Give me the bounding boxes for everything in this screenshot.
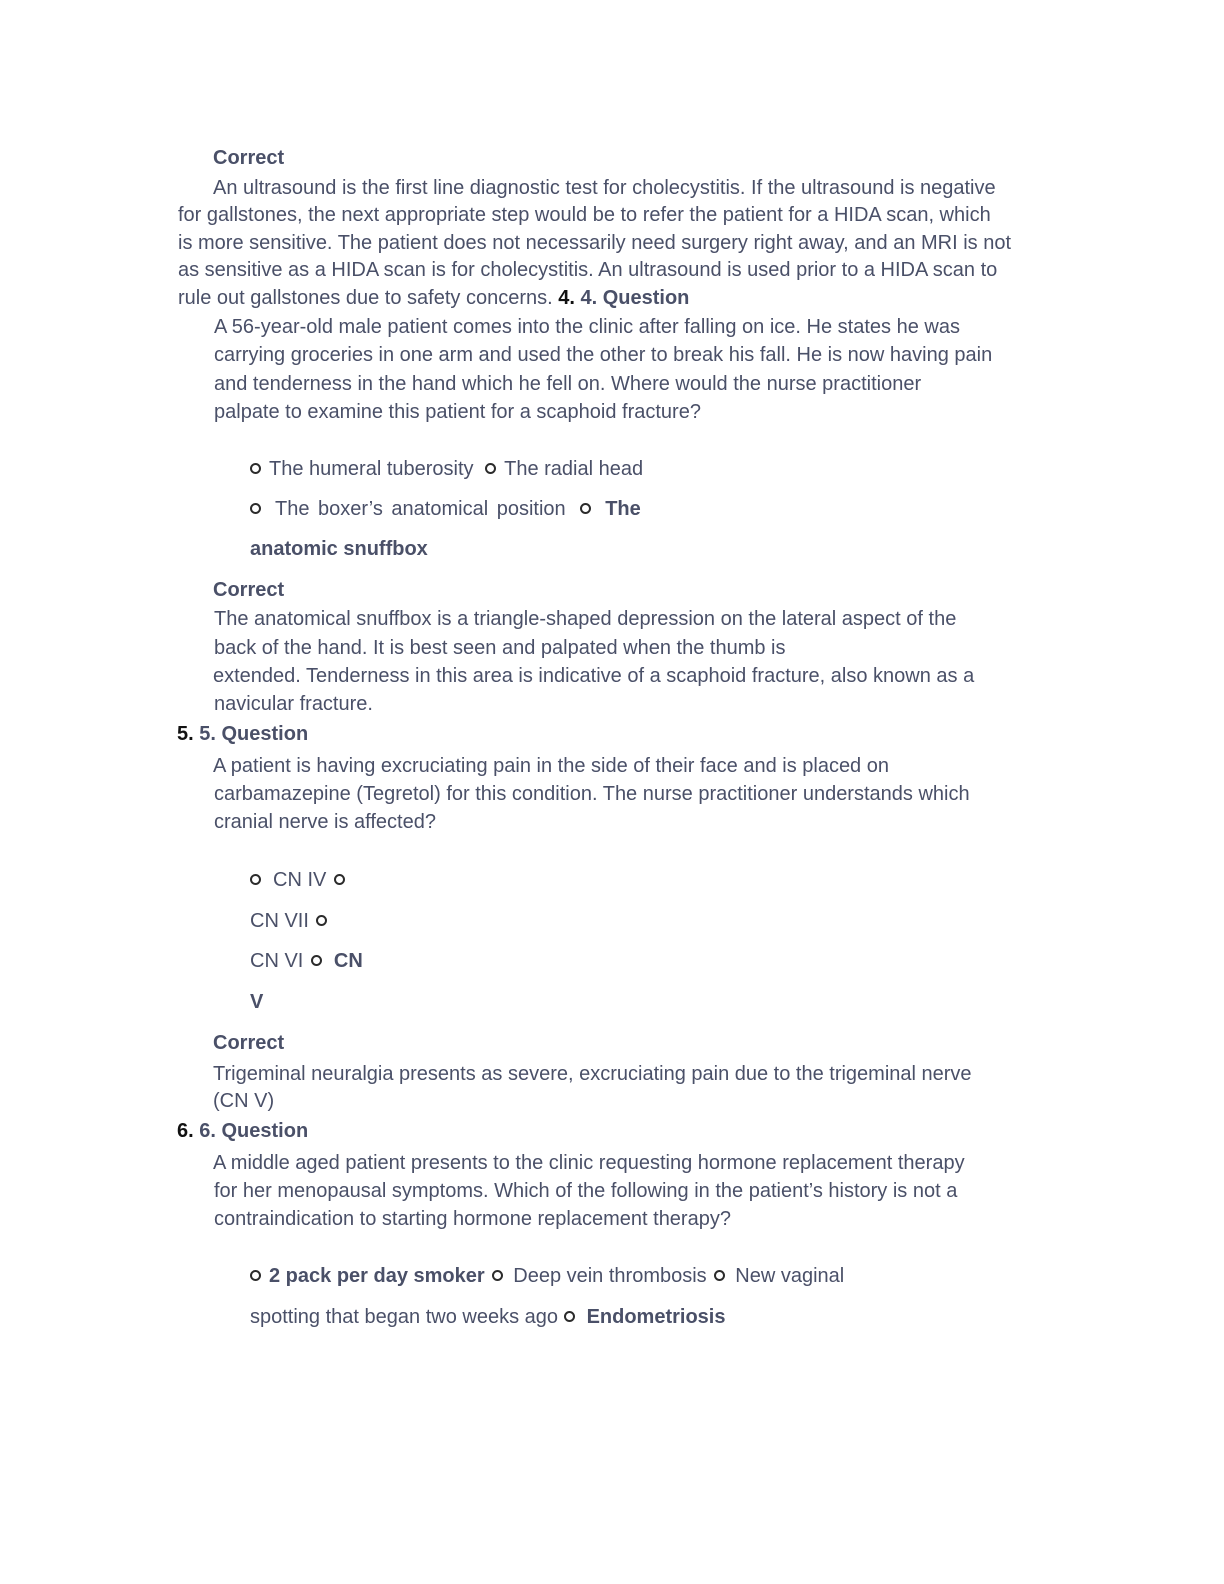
question-text: for her menopausal symptoms. Which of the following in the patient’s history is not a xyxy=(214,1180,958,1202)
option-label[interactable]: CN VII xyxy=(250,910,309,932)
explanation-line: Trigeminal neuralgia presents as severe, excruciating pain due to the trigeminal nerve xyxy=(213,1063,972,1085)
explanation-line: is more sensitive. The patient does not necessarily need surgery right away, and an MRI is not xyxy=(178,232,1012,254)
radio-bullet-icon[interactable] xyxy=(316,915,327,926)
radio-bullet-icon[interactable] xyxy=(714,1270,725,1281)
explanation-text: rule out gallstones due to safety concerns. xyxy=(178,287,553,309)
option-row xyxy=(250,1262,844,1290)
correct-label: Correct xyxy=(213,147,285,169)
question-title: 5. Question xyxy=(199,723,309,745)
option-row xyxy=(250,947,363,975)
option-label-correct[interactable]: The xyxy=(605,498,641,520)
question-text: cranial nerve is affected? xyxy=(214,811,436,833)
option-label[interactable]: CN VI xyxy=(250,950,304,972)
question-text: A patient is having excruciating pain in the side of their face and is placed on xyxy=(213,755,889,777)
question-text: carbamazepine (Tegretol) for this condition. The nurse practitioner understands which xyxy=(214,783,970,805)
option-label[interactable]: The boxer’s anatomical position xyxy=(275,498,566,520)
explanation-line: for gallstones, the next appropriate step would be to refer the patient for a HIDA scan, which xyxy=(178,204,991,226)
question-title: 6. Question xyxy=(199,1120,309,1142)
correct-label: Correct xyxy=(213,1032,285,1054)
option-label[interactable]: The humeral tuberosity xyxy=(269,458,474,480)
radio-bullet-icon[interactable] xyxy=(492,1270,503,1281)
radio-bullet-icon[interactable] xyxy=(334,874,345,885)
question-heading xyxy=(177,1117,308,1145)
radio-bullet-icon[interactable] xyxy=(250,874,261,885)
explanation-line: as sensitive as a HIDA scan is for cholecystitis. An ultrasound is used prior to a HIDA scan to xyxy=(178,259,998,281)
radio-bullet-icon[interactable] xyxy=(250,503,261,514)
option-row xyxy=(250,907,335,935)
option-label-correct[interactable]: CN xyxy=(333,950,363,972)
explanation-line: An ultrasound is the first line diagnostic test for cholecystitis. If the ultrasound is negative xyxy=(213,177,996,199)
question-text: A 56-year-old male patient comes into the clinic after falling on ice. He states he was xyxy=(214,316,960,338)
option-label[interactable]: Deep vein thrombosis xyxy=(513,1265,707,1287)
explanation-line: The anatomical snuffbox is a triangle-shaped depression on the lateral aspect of the xyxy=(214,608,957,630)
option-row xyxy=(250,1303,725,1331)
radio-bullet-icon[interactable] xyxy=(250,1270,261,1281)
question-number: 5. xyxy=(177,723,194,745)
correct-label: Correct xyxy=(213,579,285,601)
option-label[interactable]: The radial head xyxy=(504,458,644,480)
question-text: and tenderness in the hand which he fell on. Where would the nurse practitioner xyxy=(214,373,922,395)
question-text: palpate to examine this patient for a scaphoid fracture? xyxy=(214,401,701,423)
radio-bullet-icon[interactable] xyxy=(485,463,496,474)
radio-bullet-icon[interactable] xyxy=(580,503,591,514)
option-label[interactable]: spotting that began two weeks ago xyxy=(250,1306,558,1328)
explanation-line-with-heading xyxy=(178,284,689,312)
question-number: 4. xyxy=(558,287,575,309)
option-label[interactable]: New vaginal xyxy=(735,1265,845,1287)
question-text: contraindication to starting hormone replacement therapy? xyxy=(214,1208,731,1230)
radio-bullet-icon[interactable] xyxy=(564,1311,575,1322)
question-text: A middle aged patient presents to the clinic requesting hormone replacement therapy xyxy=(213,1152,965,1174)
option-label-correct[interactable]: V xyxy=(250,991,264,1013)
option-row xyxy=(250,455,643,483)
radio-bullet-icon[interactable] xyxy=(250,463,261,474)
question-number: 6. xyxy=(177,1120,194,1142)
explanation-line: extended. Tenderness in this area is indicative of a scaphoid fracture, also known as a xyxy=(213,665,975,687)
question-text: carrying groceries in one arm and used the other to break his fall. He is now having pain xyxy=(214,344,993,366)
option-label[interactable]: CN IV xyxy=(273,869,327,891)
explanation-line: navicular fracture. xyxy=(214,693,373,715)
option-label-correct[interactable]: Endometriosis xyxy=(586,1306,726,1328)
option-label-correct[interactable]: 2 pack per day smoker xyxy=(269,1265,485,1287)
question-title: 4. Question xyxy=(580,287,690,309)
option-row xyxy=(250,495,641,523)
option-label-correct[interactable]: anatomic snuffbox xyxy=(250,538,428,560)
explanation-line: (CN V) xyxy=(213,1090,275,1112)
option-row xyxy=(250,866,353,894)
question-heading xyxy=(177,720,308,748)
radio-bullet-icon[interactable] xyxy=(311,955,322,966)
explanation-line: back of the hand. It is best seen and palpated when the thumb is xyxy=(214,637,786,659)
